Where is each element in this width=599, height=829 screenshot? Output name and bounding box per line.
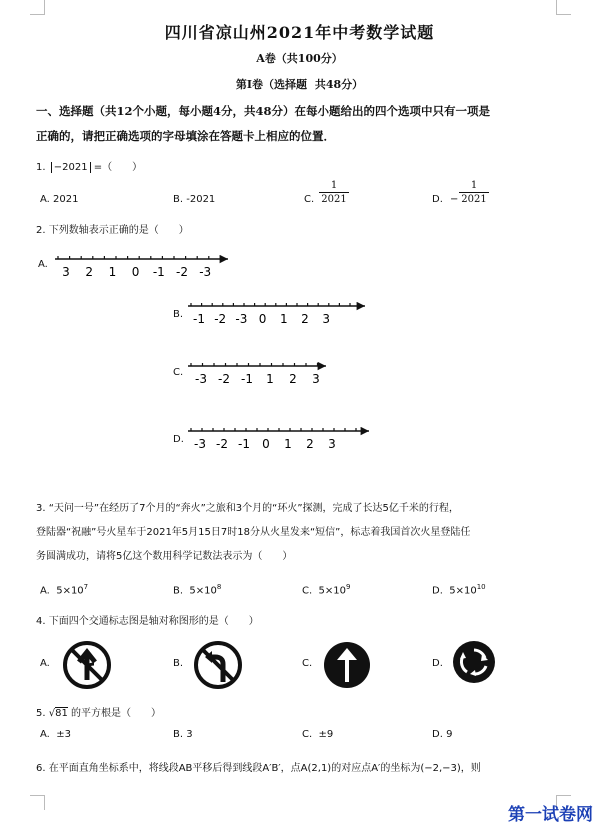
axis-tick-label: -1 (238, 437, 250, 451)
axis-tick-label: 1 (266, 372, 274, 386)
q6-stem: 6. 在平面直角坐标系中，将线段AB平移后得到线段A′B′，点A(2,1)的对应点A′的坐标为(−2,−3)，则 (36, 763, 481, 774)
q1-tail: =（ ） (93, 162, 143, 173)
axis-tick-label: -1 (241, 372, 253, 386)
option-base: 5×10 (56, 585, 84, 597)
fraction-numerator: 1 (459, 180, 489, 193)
axis-tick-label: 1 (284, 437, 292, 451)
axis-tick-label: 3 (62, 265, 70, 279)
option-label: A. (40, 729, 50, 740)
q5-tail: 的平方根是（ ） (71, 708, 162, 719)
q5-option-d (432, 729, 452, 740)
option-label: A. (40, 585, 50, 597)
q2-option-b-label: B. (173, 309, 184, 320)
option-label: C. (302, 585, 313, 597)
section-line-1: 一、选择题（共12个小题，每小题4分，共48分）在每小题给出的四个选项中只有一项是 (36, 104, 491, 118)
option-text: -2021 (186, 194, 216, 205)
option-label: B. (173, 585, 184, 597)
q5-option-c (302, 729, 333, 740)
q3-line-2: 登陆器“祝融”号火星车于2021年5月15日7时18分从火星发来“短信”，标志着我国首次火星登陆任 (36, 527, 471, 538)
axis-tick-label: 2 (301, 312, 309, 326)
axis-tick-label: -3 (194, 437, 206, 451)
q2-option-d-label: D. (173, 434, 184, 445)
option-label: B. (173, 729, 184, 740)
q4-option-b-label: B. (173, 658, 184, 669)
axis-tick-label: -2 (216, 437, 228, 451)
fraction-numerator: 1 (319, 180, 349, 193)
no-left-turn-sign-icon (193, 640, 243, 690)
q5-stem (36, 704, 161, 719)
fraction-denominator: 2021 (461, 194, 487, 205)
axis-tick-label: -3 (199, 265, 212, 279)
volume-a-heading: A卷（共100分） (256, 52, 343, 65)
axis-tick-label: 3 (328, 437, 336, 451)
q1-absolute-value: −2021 (51, 162, 91, 173)
option-label: B. (173, 194, 184, 205)
q2-stem: 2. 下列数轴表示正确的是（ ） (36, 225, 189, 236)
option-label: D. (432, 585, 443, 597)
number-line-c (188, 363, 326, 386)
roundabout-sign-icon (452, 640, 496, 684)
q3-option-d (432, 583, 486, 596)
square-root-icon: √ (48, 708, 56, 719)
axis-tick-label: 2 (306, 437, 314, 451)
section-line-2: 正确的，请把正确选项的字母填涂在答题卡上相应的位置． (36, 129, 335, 143)
q3-line-1: 3. “天问一号”在经历了7个月的“奔火”之旅和3个月的“环火”探测，完成了长达5亿千米的行程， (36, 503, 459, 514)
q3-option-c (302, 583, 350, 596)
option-label: A. (40, 194, 50, 205)
q2-option-a-label: A. (38, 259, 48, 270)
option-text: 2021 (53, 194, 79, 205)
q5-number: 5. (36, 708, 46, 719)
fraction-denominator: 2021 (321, 194, 347, 205)
option-base: 5×10 (449, 585, 477, 597)
q1-option-c-label: C. (304, 194, 315, 205)
axis-tick-label: -2 (214, 312, 227, 326)
q2-option-c-label: C. (173, 367, 184, 378)
option-exponent: 8 (216, 583, 222, 591)
axis-tick-label: -3 (195, 372, 207, 386)
axis-tick-label: 2 (289, 372, 297, 386)
axis-tick-label: 3 (312, 372, 320, 386)
axis-tick-label: 3 (322, 312, 331, 326)
number-line-b (188, 303, 365, 326)
axis-tick-label: 0 (258, 312, 267, 326)
axis-tick-label: -3 (235, 312, 248, 326)
option-text: 3 (186, 729, 193, 740)
q5-option-b (173, 729, 193, 740)
q1-option-d-sign: − (450, 194, 459, 205)
option-exponent: 10 (476, 583, 486, 591)
no-straight-ahead-sign-icon (62, 640, 112, 690)
part-one-heading: 第Ⅰ卷（选择题 共48分） (235, 78, 364, 91)
q1-option-d-label: D. (432, 194, 443, 205)
q3-option-b (173, 583, 221, 596)
option-base: 5×10 (318, 585, 346, 597)
axis-tick-label: -1 (193, 312, 205, 326)
q4-option-a-label: A. (40, 658, 50, 669)
q4-option-c-label: C. (302, 658, 313, 669)
site-watermark: 第一试卷网 (508, 805, 593, 825)
q4-stem: 4. 下面四个交通标志图是轴对称图形的是（ ） (36, 616, 259, 627)
option-text: 9 (446, 729, 453, 740)
q3-stem (36, 497, 566, 569)
option-text: ±3 (56, 729, 71, 740)
option-label: D. (432, 729, 443, 740)
option-label: C. (302, 729, 313, 740)
axis-tick-label: -2 (218, 372, 230, 386)
q4-option-d-label: D. (432, 658, 443, 669)
axis-tick-label: -2 (176, 265, 188, 279)
axis-tick-label: 1 (108, 265, 117, 279)
straight-ahead-sign-icon (322, 640, 372, 690)
axis-tick-label: 0 (131, 265, 140, 279)
q3-option-a (40, 583, 88, 596)
q1-number: 1. (36, 162, 46, 173)
q5-option-a (40, 729, 71, 740)
axis-tick-label: 0 (262, 437, 270, 451)
axis-tick-label: 2 (85, 265, 94, 279)
number-line-d (188, 428, 369, 451)
number-line-a (55, 256, 228, 279)
option-exponent: 9 (346, 583, 351, 591)
option-base: 5×10 (189, 585, 217, 597)
q5-radicand: 81 (55, 708, 68, 719)
q3-line-3: 务圆满成功，请将5亿这个数用科学记数法表示为（ ） (36, 551, 293, 562)
axis-tick-label: 1 (279, 312, 288, 326)
option-exponent: 7 (83, 583, 89, 591)
axis-tick-label: -1 (152, 265, 165, 279)
page-title: 四川省凉山州2021年中考数学试题 (164, 23, 435, 42)
option-text: ±9 (318, 729, 334, 740)
